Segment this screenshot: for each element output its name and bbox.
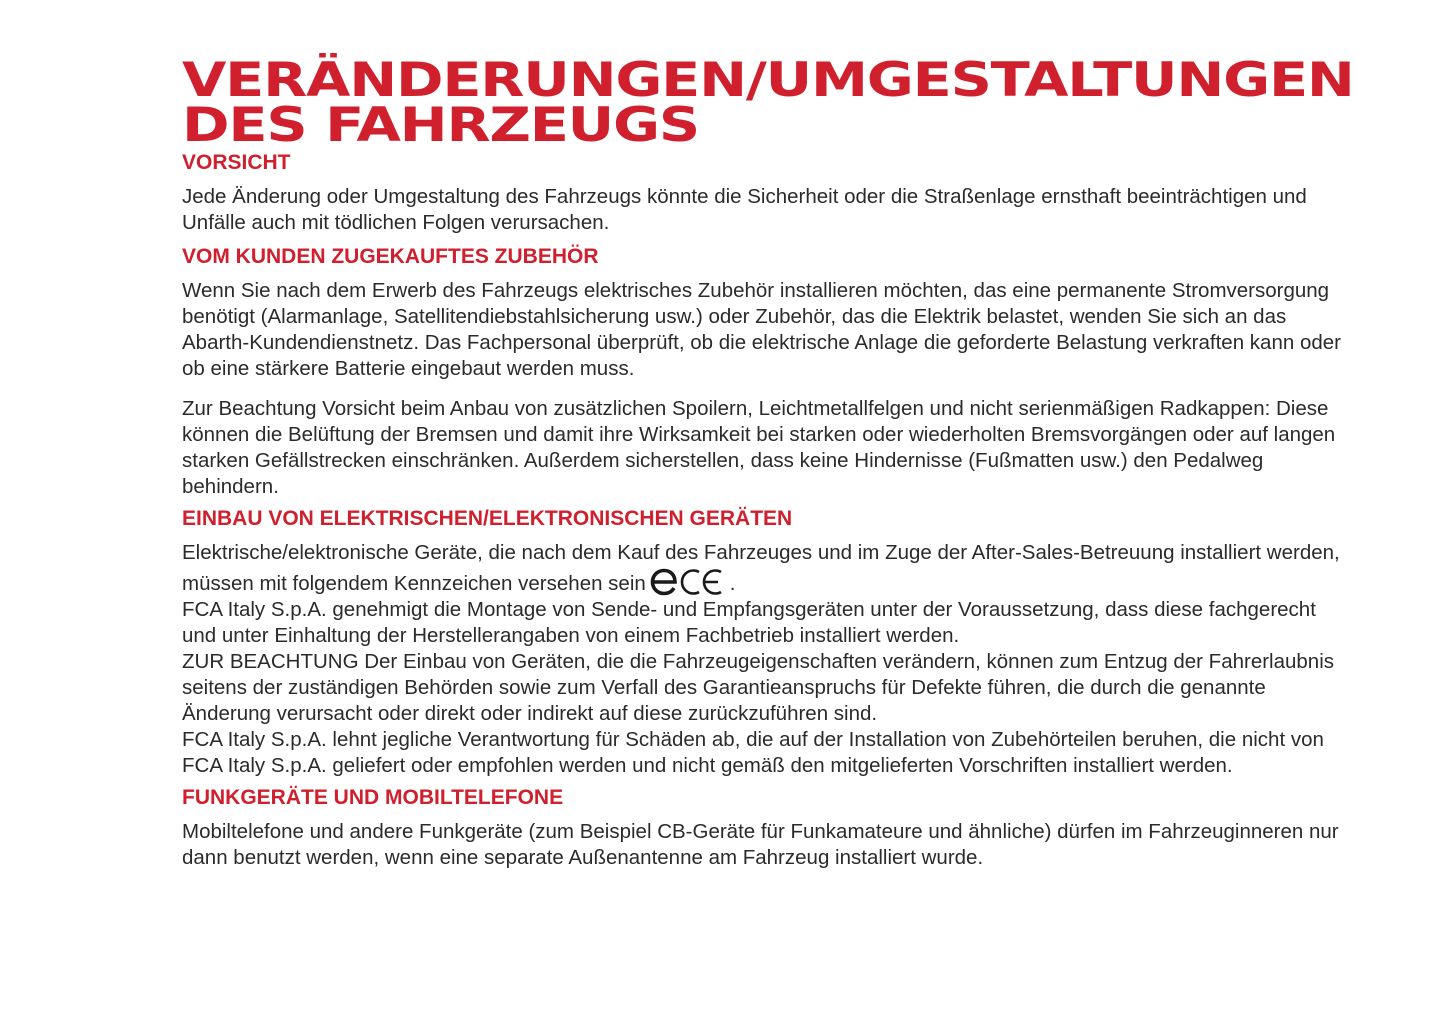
section-funk bbox=[182, 785, 1352, 871]
page-title-line-2: DES FAHRZEUGS bbox=[182, 98, 699, 153]
section-heading-zubehoer: VOM KUNDEN ZUGEKAUFTES ZUBEHÖR bbox=[182, 245, 599, 268]
page-title bbox=[182, 53, 1354, 153]
page-title-line-1: VERÄNDERUNGEN/UMGESTALTUNGEN bbox=[182, 53, 1354, 108]
paragraph-einbau-1-end: . bbox=[729, 572, 736, 595]
section-vorsicht bbox=[182, 150, 1352, 236]
paragraph-einbau-3: ZUR BEACHTUNG Der Einbau von Geräten, die die Fahrzeugeigenschaften verändern, können zum Entzug der Fahrerlaubnis seitens der zuständigen Behörden sowie zum Verfall des Garantieanspruchs für Defekte führen, die durch die genannte Änderung verursacht oder direkt oder indirekt auf diese zurückzuführen sind. bbox=[182, 650, 1335, 725]
paragraph-einbau-1-text: Elektrische/elektronische Geräte, die nach dem Kauf des Fahrzeuges und im Zuge der After-Sales-Betreuung installiert werden, müssen mit folgendem Kennzeichen versehen sein bbox=[182, 541, 1340, 595]
section-einbau bbox=[182, 506, 1352, 779]
document-page bbox=[182, 53, 1354, 871]
paragraph-zubehoer-1: Wenn Sie nach dem Erwerb des Fahrzeugs elektrisches Zubehör installieren möchten, das eine permanente Stromversorgung benötigt (Alarmanlage, Satellitendiebstahlsicherung usw.) oder Zubehör, das die Elektrik belastet, wenden Sie sich an das Abarth-Kundendienstnetz. Das Fachpersonal überprüft, ob die elektrische Anlage die geforderte Belastung verkraften kann oder ob eine stärkere Batterie eingebaut werden muss. bbox=[182, 279, 1341, 380]
section-zubehoer bbox=[182, 244, 1352, 500]
paragraph-einbau-2: FCA Italy S.p.A. genehmigt die Montage von Sende- und Empfangsgeräten unter der Voraussetzung, dass diese fachgerecht und unter Einhaltung der Herstellerangaben von einem Fachbetrieb installiert werden. bbox=[182, 598, 1316, 647]
paragraph-funk: Mobiltelefone und andere Funkgeräte (zum Beispiel CB-Geräte für Funkamateure und ähnliche) dürfen im Fahrzeuginneren nur dann benutzt werden, wenn eine separate Außenantenne am Fahrzeug installiert wurde. bbox=[182, 820, 1339, 869]
section-heading-vorsicht: VORSICHT bbox=[182, 151, 291, 174]
paragraph-einbau-1 bbox=[182, 540, 1352, 597]
paragraph-vorsicht: Jede Änderung oder Umgestaltung des Fahrzeugs könnte die Sicherheit oder die Straßenlage ernsthaft beeinträchtigen und Unfälle auch mit tödlichen Folgen verursachen. bbox=[182, 185, 1307, 234]
ece-conformity-mark-icon bbox=[650, 566, 730, 596]
paragraph-einbau-4: FCA Italy S.p.A. lehnt jegliche Verantwortung für Schäden ab, die auf der Installation von Zubehörteilen beruhen, die nicht von FCA Italy S.p.A. geliefert oder empfohlen werden und nicht gemäß den mitgelieferten Vorschriften installiert werden. bbox=[182, 728, 1324, 777]
section-heading-funk: FUNKGERÄTE UND MOBILTELEFONE bbox=[182, 786, 564, 809]
paragraph-zubehoer-2: Zur Beachtung Vorsicht beim Anbau von zusätzlichen Spoilern, Leichtmetallfelgen und nicht serienmäßigen Radkappen: Diese können die Belüftung der Bremsen und damit ihre Wirksamkeit bei starken oder wiederholten Bremsvorgängen oder auf langen starken Gefällstrecken einschränken. Außerdem sicherstellen, dass keine Hindernisse (Fußmatten usw.) den Pedalweg behindern. bbox=[182, 397, 1336, 498]
section-heading-einbau: EINBAU VON ELEKTRISCHEN/ELEKTRONISCHEN GERÄTEN bbox=[182, 507, 793, 530]
